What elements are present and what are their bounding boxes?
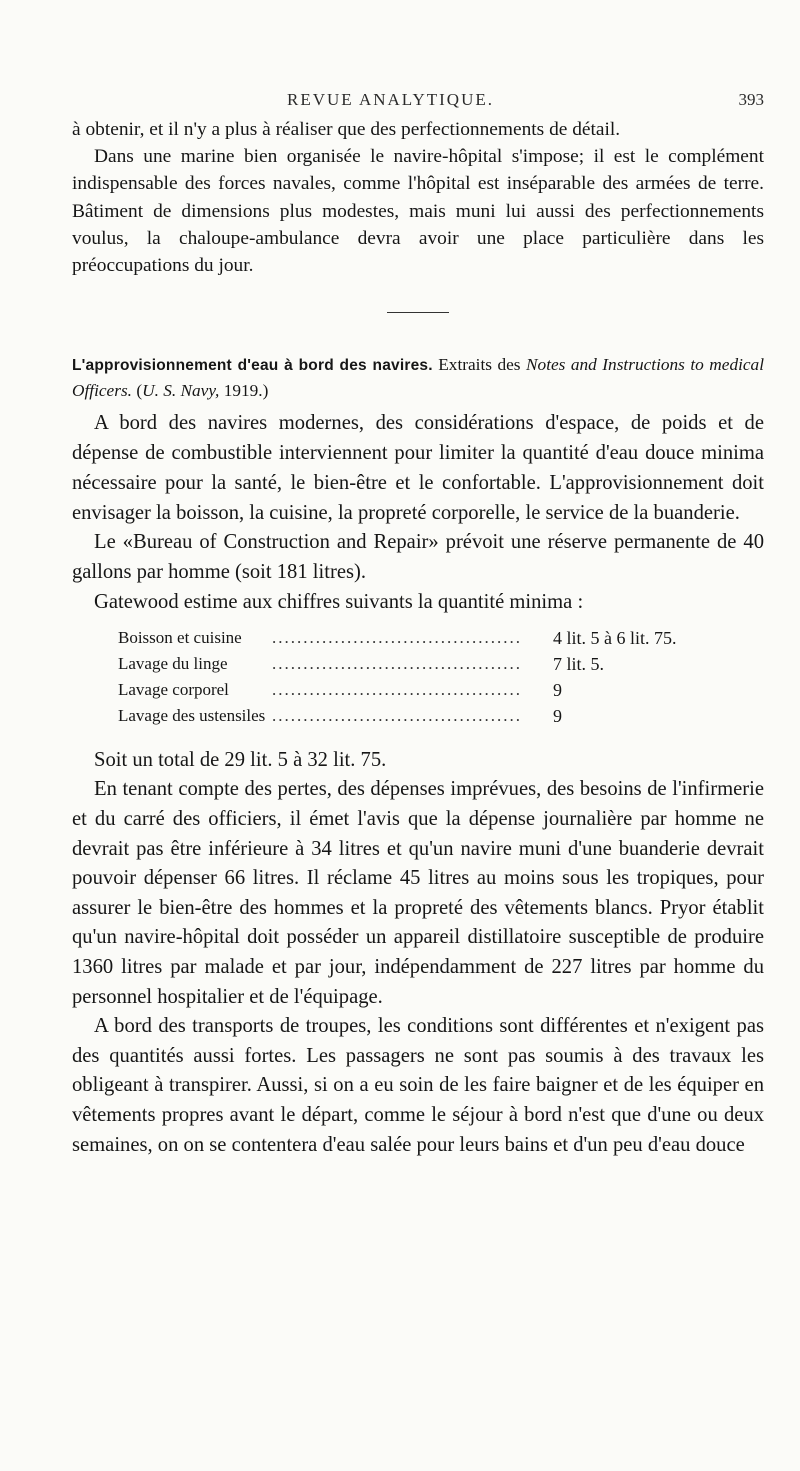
table-row	[72, 654, 764, 680]
body-paragraph: En tenant compte des pertes, des dépenses imprévues, des besoins de l'infirmerie et du carré des officiers, il émet l'avis que la dépense journalière par homme ne devrait pas être inférieure à 34 litres et qu'un navire muni d'une buanderie devrait pouvoir dépenser 66 litres. Il réclame 45 litres au moins sous les tropiques, pour assurer le bien-être des hommes et la propreté des vêtements blancs. Pryor établit qu'un navire-hôpital doit posséder un appareil distillatoire susceptible de produire 1360 litres par malade et par jour, indépendamment de 227 litres par homme du personnel hospitalier et de l'équipage.	[72, 778, 764, 1008]
citation-year: 1919.)	[223, 380, 269, 400]
table-row-label: Lavage du linge	[118, 653, 228, 673]
article-title: L'approvisionnement d'eau à bord des navires.	[72, 357, 433, 375]
table-row-label: Lavage corporel	[118, 679, 229, 699]
body-paragraph: A bord des transports de troupes, les conditions sont différentes et n'exigent pas des quantités aussi fortes. Les passagers ne sont pas soumis à des travaux les obligeant à transpirer. Aussi, si on a eu soin de les faire baigner et de les équiper en vêtements propres avant le départ, comme le séjour à bord n'est que d'une ou deux semaines, on on se contentera d'eau salée pour leurs bains et d'un peu d'eau douce	[72, 1015, 764, 1156]
page-number: 393	[738, 90, 764, 109]
body-paragraph: Le «Bureau of Construction and Repair» prévoit une réserve permanente de 40 gallons par homme (soit 181 litres).	[72, 531, 764, 584]
table-row-value: 9	[553, 679, 562, 700]
table-row	[72, 680, 764, 706]
running-title: REVUE ANALYTIQUE.	[287, 90, 494, 109]
citation-source: U. S. Navy,	[142, 380, 220, 400]
page-header	[72, 86, 764, 116]
table-row	[72, 628, 764, 654]
article-body-continued	[72, 746, 764, 1160]
article-heading	[72, 353, 764, 403]
water-quantity-table	[72, 628, 764, 732]
intro-paragraph: Dans une marine bien organisée le navire-hôpital s'impose; il est le complément indispensable des forces navales, comme l'hôpital est inséparable des armées de terre. Bâtiment de dimensions plus modestes, mais muni lui aussi des perfectionnements voulus, la chaloupe-ambulance devra avoir une place particulière dans les préoccupations du jour.	[72, 146, 764, 277]
article-source-prefix: Extraits des	[438, 355, 521, 375]
table-row-value: 4 lit. 5 à 6 lit. 75.	[553, 627, 677, 648]
body-paragraph: A bord des navires modernes, des considérations d'espace, de poids et de dépense de combustible interviennent pour limiter la quantité d'eau douce minima nécessaire pour la santé, le bien-être et le confortable. L'approvisionnement doit envisager la boisson, la cuisine, la propreté corporelle, le service de la buanderie.	[72, 412, 764, 524]
section-separator	[387, 312, 449, 313]
leader-dots: ........................................	[272, 705, 522, 725]
table-row-value: 9	[553, 705, 562, 726]
leader-dots: ........................................	[272, 653, 522, 673]
leader-dots: ........................................	[272, 627, 522, 647]
citation-open: (	[136, 380, 143, 400]
article-source-title: Notes and Instructions to medical Officers.	[72, 355, 765, 400]
body-paragraph: Soit un total de 29 lit. 5 à 32 lit. 75.	[94, 748, 387, 771]
table-row-value: 7 lit. 5.	[553, 653, 605, 674]
leader-dots: ........................................	[272, 679, 522, 699]
table-row	[72, 706, 764, 732]
body-paragraph: Gatewood estime aux chiffres suivants la quantité minima :	[94, 591, 584, 613]
article-body	[72, 409, 764, 618]
table-row-label: Boisson et cuisine	[118, 627, 242, 647]
intro-paragraph: à obtenir, et il n'y a plus à réaliser que des perfectionnements de détail.	[72, 119, 621, 140]
intro-section	[72, 116, 764, 279]
table-row-label: Lavage des ustensiles	[118, 705, 266, 725]
page	[72, 86, 764, 1160]
